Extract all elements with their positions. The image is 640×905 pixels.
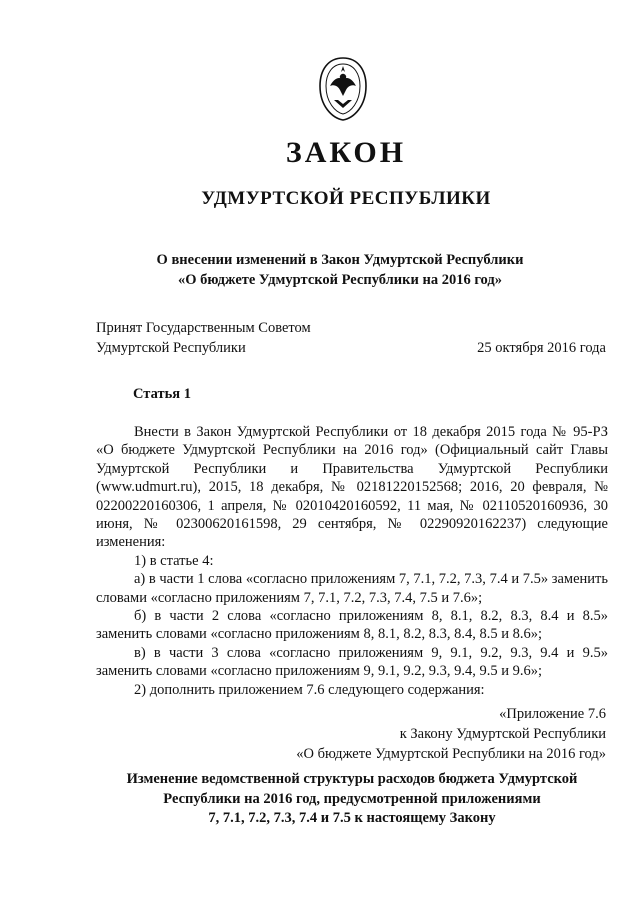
appendix-line: «О бюджете Удмуртской Республики на 2016 год» <box>296 746 606 762</box>
article-paragraph: 2) дополнить приложением 7.6 следующего содержания: <box>134 681 485 698</box>
document-title: ЗАКОН <box>285 136 407 169</box>
heading-line: Республики на 2016 год, предусмотренной приложениями <box>163 790 541 807</box>
adoption-date: 25 октября 2016 года <box>477 340 606 356</box>
document-subtitle: УДМУРТСКОЙ РЕСПУБЛИКИ <box>201 188 491 209</box>
article-paragraph: а) в части 1 слова «согласно приложениям 7, 7.1, 7.2, 7.3, 7.4 и 7.5» заменить словами «согласно приложениям 7, 7.1, 7.2, 7.3, 7.4, 7.5 и 7.6»; <box>96 571 608 606</box>
adoption-line: Принят Государственным Советом <box>96 320 311 336</box>
appendix-line: «Приложение 7.6 <box>499 706 606 722</box>
subject-line: «О бюджете Удмуртской Республики на 2016 год» <box>178 272 502 288</box>
adoption-statement <box>96 318 311 358</box>
heading-line: Изменение ведомственной структуры расходов бюджета Удмуртской <box>126 771 578 787</box>
heading-line: 7, 7.1, 7.2, 7.3, 7.4 и 7.5 к настоящему Закону <box>208 810 496 826</box>
article-paragraph: б) в части 2 слова «согласно приложениям 8, 8.1, 8.2, 8.3, 8.4 и 8.5» заменить словами «согласно приложениям 8, 8.1, 8.2, 8.3, 8.4, 8.5 и 8.6»; <box>96 608 608 643</box>
article-body <box>96 423 608 699</box>
subject-line: О внесении изменений в Закон Удмуртской Республики <box>156 252 524 268</box>
article-paragraph: 1) в статье 4: <box>134 552 214 569</box>
law-subject <box>0 250 640 290</box>
appendix-reference <box>296 704 606 764</box>
article-paragraph: в) в части 3 слова «согласно приложениям 9, 9.1, 9.2, 9.3, 9.4 и 9.5» заменить словами «согласно приложениям 9, 9.1, 9.2, 9.3, 9.4, 9.5 и 9.6»; <box>96 644 608 680</box>
article-paragraph: Внести в Закон Удмуртской Республики от 18 декабря 2015 года № 95-РЗ «О бюджете Удмуртской Республики на 2016 год» (Официальный сайт Главы Удмуртской Республики и Правительства Удмуртской Республики (www.udmurt.ru), 2015, 18 декабря, № 02181220152568; 2016, 20 февраля, № 02200220160306, 1 апреля, № 02010420160592, 11 мая, № 02110520160936, 30 июня, № 02300620161598, 29 сентября, № 02290920162237) следующие изменения: <box>96 424 608 551</box>
coat-of-arms-icon <box>316 56 370 122</box>
article-heading: Статья 1 <box>133 386 191 402</box>
appendix-heading <box>96 770 608 829</box>
adoption-line: Удмуртской Республики <box>96 340 246 356</box>
appendix-line: к Закону Удмуртской Республики <box>399 726 606 742</box>
